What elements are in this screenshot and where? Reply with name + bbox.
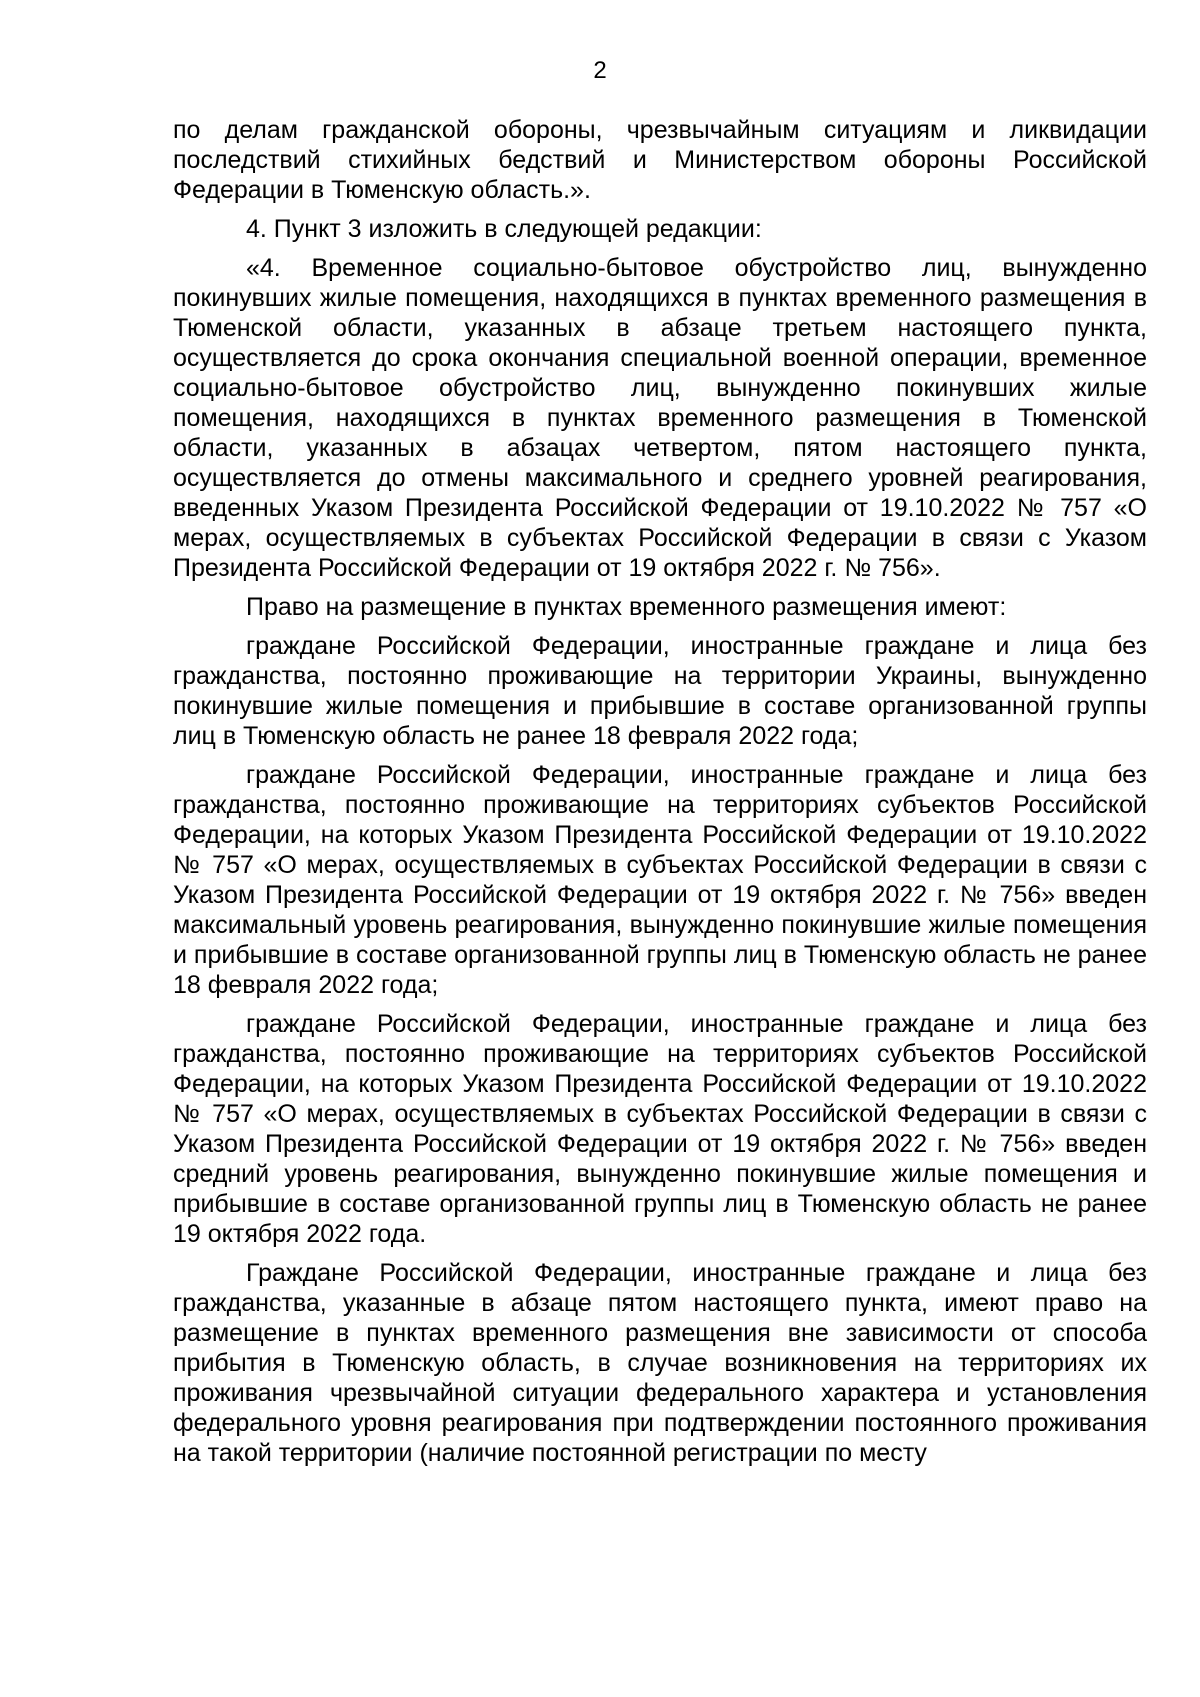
paragraph-continuation: по делам гражданской обороны, чрезвычайным ситуациям и ликвидации последствий стихийных бедствий и Министерством обороны Российской Федерации в Тюменскую область.». bbox=[173, 116, 1147, 204]
paragraph-medium-response-level: граждане Российской Федерации, иностранные граждане и лица без гражданства, постоянно проживающие на территориях субъектов Российской Федерации, на которых Указом Президента Российской Федерации от 19.10.2022 № 757 «О мерах, осуществляемых в субъектах Российской Федерации в связи с Указом Президента Российской Федерации от 19 октября 2022 г. № 756» введен средний уровень реагирования, вынужденно покинувшие жилые помещения и прибывшие в составе организованной группы лиц в Тюменскую область не ранее 19 октября 2022 года. bbox=[173, 1010, 1147, 1248]
document-body bbox=[173, 115, 1147, 1477]
paragraph-right-to-placement: Право на размещение в пунктах временного размещения имеют: bbox=[246, 593, 1007, 621]
paragraph-ukraine-residents: граждане Российской Федерации, иностранные граждане и лица без гражданства, постоянно проживающие на территории Украины, вынужденно покинувшие жилые помещения и прибывшие в составе организованной группы лиц в Тюменскую область не ранее 18 февраля 2022 года; bbox=[173, 632, 1147, 750]
paragraph-federal-emergency: Граждане Российской Федерации, иностранные граждане и лица без гражданства, указанные в абзаце пятом настоящего пункта, имеют право на размещение в пунктах временного размещения вне зависимости от способа прибытия в Тюменскую область, в случае возникновения на территориях их проживания чрезвычайной ситуации федерального характера и установления федерального уровня реагирования при подтверждении постоянного проживания на такой территории (наличие постоянной регистрации по месту bbox=[173, 1259, 1147, 1467]
paragraph-item-4: «4. Временное социально-бытовое обустройство лиц, вынужденно покинувших жилые помещения, находящихся в пунктах временного размещения в Тюменской области, указанных в абзаце третьем настоящего пункта, осуществляется до срока окончания специальной военной операции, временное социально-бытовое обустройство лиц, вынужденно покинувших жилые помещения, находящихся в пунктах временного размещения в Тюменской области, указанных в абзацах четвертом, пятом настоящего пункта, осуществляется до отмены максимального и среднего уровней реагирования, введенных Указом Президента Российской Федерации от 19.10.2022 № 757 «О мерах, осуществляемых в субъектах Российской Федерации в связи с Указом Президента Российской Федерации от 19 октября 2022 г. № 756». bbox=[173, 254, 1147, 582]
page-number: 2 bbox=[593, 57, 607, 84]
paragraph-maximum-response-level: граждане Российской Федерации, иностранные граждане и лица без гражданства, постоянно проживающие на территориях субъектов Российской Федерации, на которых Указом Президента Российской Федерации от 19.10.2022 № 757 «О мерах, осуществляемых в субъектах Российской Федерации в связи с Указом Президента Российской Федерации от 19 октября 2022 г. № 756» введен максимальный уровень реагирования, вынужденно покинувшие жилые помещения и прибывшие в составе организованной группы лиц в Тюменскую область не ранее 18 февраля 2022 года; bbox=[173, 761, 1147, 999]
paragraph-amendment-instruction: 4. Пункт 3 изложить в следующей редакции: bbox=[246, 215, 762, 243]
